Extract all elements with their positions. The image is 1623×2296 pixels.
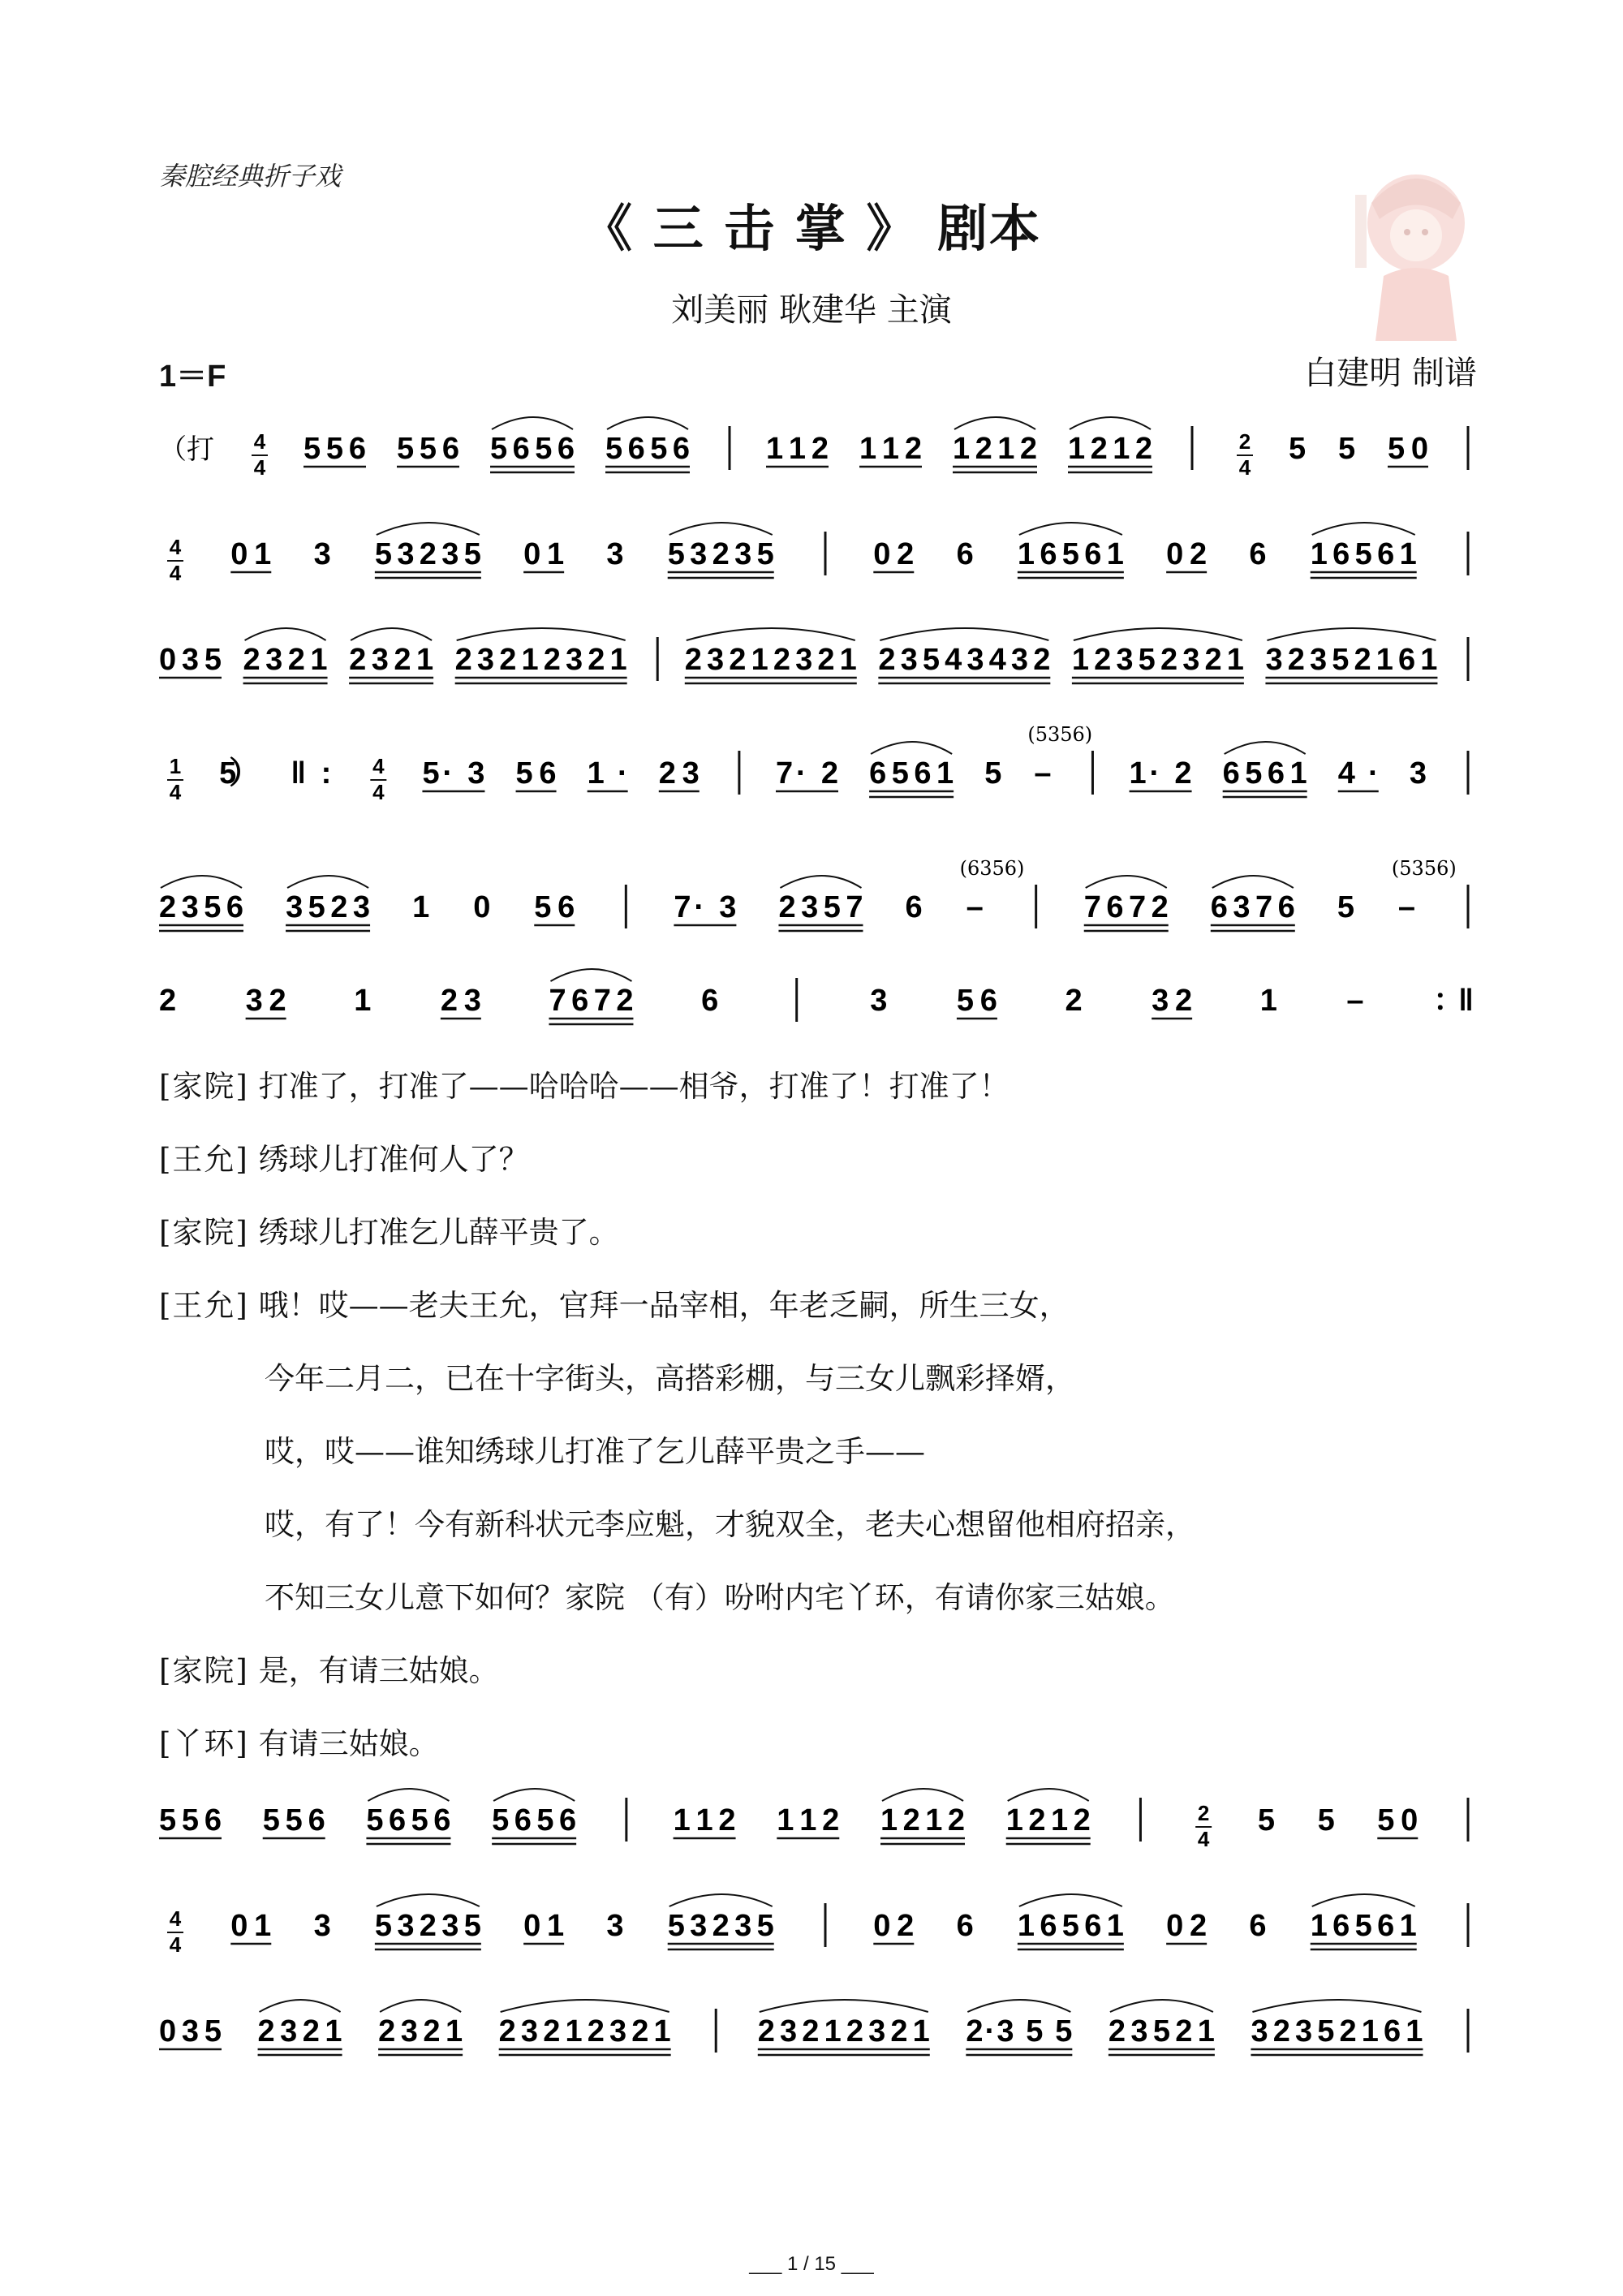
slur <box>1312 523 1415 535</box>
note-group: 5 6 5 6 <box>366 1803 451 1837</box>
note-group: 5 3 2 3 5 <box>667 537 774 571</box>
note-group: 1 6 5 6 1 <box>1310 537 1417 571</box>
note-group: 5 <box>984 756 1002 790</box>
slur <box>287 876 368 888</box>
dialogue-line <box>159 1135 1539 1178</box>
time-signature-bottom: 4 <box>372 780 385 804</box>
line-text: 哦！哎——老夫王允，官拜一品宰相，年老乏嗣，所生三女， <box>258 1288 1070 1323</box>
note-group: 3 <box>606 1909 624 1943</box>
note-group: 2 3 5 6 <box>159 890 243 924</box>
note-group: 1 1 2 <box>766 432 829 466</box>
note-group: 1 2 1 2 <box>1005 1803 1091 1837</box>
slur <box>882 1789 963 1801</box>
note-group: – <box>966 890 984 924</box>
time-signature-top: 4 <box>372 754 385 778</box>
note-group: 1 6 5 6 1 <box>1310 1909 1417 1943</box>
note-group: 2 3 <box>440 984 481 1018</box>
line-text: 绣球儿打准何人了？ <box>258 1142 529 1177</box>
note-group: 1 2 1 2 <box>1068 432 1152 466</box>
arranger-credit: 白建明 制谱 <box>1304 355 1477 392</box>
line-text: 有请三姑娘。 <box>258 1726 439 1761</box>
note-group: 3 <box>606 537 624 571</box>
note-group: 5 <box>1257 1803 1275 1837</box>
note-group: 2 3 2 1 <box>378 2014 463 2048</box>
note-group: 1 <box>1259 984 1277 1018</box>
note-group: 1 2 1 2 <box>953 432 1037 466</box>
note-group: ‖: <box>291 756 332 790</box>
series-label: 秦腔经典折子戏 <box>159 161 342 192</box>
slur <box>607 417 688 429</box>
note-group: 0 3 5 <box>159 2014 222 2048</box>
note-group: 5 6 5 6 <box>490 432 575 466</box>
note-group: 1 1 2 <box>777 1803 840 1837</box>
note-group: 0 2 <box>873 537 915 571</box>
slur <box>457 628 626 640</box>
note-group: 1 1 2 <box>859 432 922 466</box>
note-group: 3 <box>313 1909 331 1943</box>
slur <box>760 2000 928 2012</box>
note-group: 5 0 <box>1388 432 1428 466</box>
note-group: 0 <box>473 890 491 924</box>
note-group: 5 5 6 <box>304 432 366 466</box>
time-signature-top: 4 <box>253 429 266 454</box>
page-title: 《 三 击 掌 》 剧本 <box>582 199 1041 258</box>
note-group: 2 3 5 7 <box>778 890 863 924</box>
note-group: 3 5 2 3 <box>286 890 371 924</box>
note-group: – <box>1397 890 1416 924</box>
note-group: 2 3 2 1 <box>243 643 328 677</box>
slur <box>501 2000 669 2012</box>
line-text: 哎，有了！今有新科状元李应魁，才貌双全，老夫心想留他相府招亲， <box>265 1507 1195 1542</box>
note-group: 3 <box>313 537 331 571</box>
note-group: 5 6 <box>956 984 997 1018</box>
note-group: 3 2 <box>245 984 286 1018</box>
note-group: 1 2 3 5 2 3 2 1 <box>1071 643 1244 677</box>
note-group: 0 3 5 <box>159 643 222 677</box>
note-group: 0 1 <box>230 1909 272 1943</box>
slur <box>550 969 631 981</box>
note-group: 1 <box>354 984 372 1018</box>
time-signature-bottom: 4 <box>253 455 266 480</box>
note-group: 2 <box>159 984 177 1018</box>
note-group: 3 2 3 5 2 1 6 1 <box>1265 643 1438 677</box>
note-group: 0 1 <box>523 537 565 571</box>
note-group: 5 6 5 6 <box>605 432 690 466</box>
line-text: 打准了，打准了——哈哈哈——相爷，打准了！打准了！ <box>258 1069 1010 1104</box>
speaker-tag: [家院] <box>159 1215 249 1250</box>
note-group: 0 2 <box>873 1909 915 1943</box>
slur <box>377 523 480 535</box>
line-text: 绣球儿打准乞儿薛平贵了。 <box>258 1215 619 1250</box>
note-group: 6 <box>1249 1909 1267 1943</box>
speaker-tag: [家院] <box>159 1069 249 1104</box>
line-text: 不知三女儿意下如何？家院 （有）吩咐内宅丫环，有请你家三姑娘。 <box>265 1580 1175 1615</box>
note-group: 5 3 2 3 5 <box>374 537 481 571</box>
note-group: 5 3 2 3 5 <box>374 1909 481 1943</box>
note-group: 6 <box>956 1909 974 1943</box>
note-group: 1· <box>587 756 628 790</box>
slur <box>1074 628 1242 640</box>
note-group: 6 5 6 1 <box>869 756 954 790</box>
note-group: 3 2 3 5 2 1 6 1 <box>1251 2014 1423 2048</box>
key-signature: 1＝F <box>159 360 226 394</box>
note-group: 2 3 5 4 3 4 3 2 <box>878 643 1051 677</box>
note-group: 1 <box>412 890 430 924</box>
note-group: 5 6 5 6 <box>492 1803 577 1837</box>
slur <box>161 876 242 888</box>
slur <box>1019 1894 1122 1906</box>
dialogue-continuation <box>265 1354 1623 1398</box>
time-signature-bottom: 4 <box>169 1932 182 1957</box>
speaker-tag: [家院] <box>159 1653 249 1688</box>
note-group: 2 3 <box>658 756 700 790</box>
time-signature-top: 2 <box>1238 429 1251 454</box>
note-group: 3 <box>870 984 888 1018</box>
slur <box>669 1894 773 1906</box>
slur <box>954 417 1035 429</box>
dialogue-continuation <box>265 1573 1623 1617</box>
slur <box>780 876 861 888</box>
dialogue-line <box>159 1281 1539 1325</box>
note-group: 2 <box>1065 984 1083 1018</box>
note-group: 5 <box>1338 432 1356 466</box>
note-group: 6 <box>905 890 923 924</box>
note-group: 3 <box>1409 756 1427 790</box>
note-group: 3 2 <box>1152 984 1193 1018</box>
time-signature-bottom: 4 <box>1238 455 1251 480</box>
note-group: 0 1 <box>523 1909 565 1943</box>
note-group: 2 3 2 1 <box>257 2014 342 2048</box>
note-group: 6 3 7 6 <box>1210 890 1295 924</box>
time-signature-bottom: 4 <box>1197 1827 1210 1851</box>
dialogue-line <box>159 1646 1539 1690</box>
note-group: 7· 3 <box>674 890 737 924</box>
note-group: 6 <box>701 984 719 1018</box>
note-group: 1 6 5 6 1 <box>1017 1909 1124 1943</box>
note-group: 5 5 6 <box>159 1803 222 1837</box>
slur <box>1312 1894 1415 1906</box>
note-group: 5 6 <box>515 756 557 790</box>
dialogue-line <box>159 1062 1539 1105</box>
time-signature-top: 4 <box>169 1906 182 1931</box>
note-group: 1 2 1 2 <box>880 1803 965 1837</box>
speaker-tag: [丫环] <box>159 1726 249 1761</box>
dialogue-line <box>159 1208 1539 1251</box>
note-group: 2·3 5 5 <box>966 2014 1073 2048</box>
slur <box>880 628 1048 640</box>
grace-notes: (5356) <box>1027 723 1093 746</box>
line-text: 哎，哎——谁知绣球儿打准了乞儿薛平贵之手—— <box>265 1434 925 1469</box>
note-group: 2 3 2 1 2 3 2 1 <box>454 643 627 677</box>
slur <box>493 1789 575 1801</box>
slur <box>871 742 952 754</box>
speaker-tag: [王允] <box>159 1288 249 1323</box>
note-group: 6 <box>956 537 974 571</box>
slur <box>351 628 432 640</box>
note-group: 7 6 7 2 <box>1083 890 1169 924</box>
slur <box>380 2000 461 2012</box>
slur <box>1019 523 1122 535</box>
note-group: 5 5 6 <box>397 432 459 466</box>
slur <box>687 628 855 640</box>
note-group: 2 3 2 1 2 3 2 1 <box>684 643 857 677</box>
note-group: 5 5 6 <box>262 1803 325 1837</box>
note-group: 5 <box>1317 1803 1335 1837</box>
slur <box>245 628 326 640</box>
slur <box>1212 876 1294 888</box>
note-group: 1 6 5 6 1 <box>1017 537 1124 571</box>
speaker-tag: [王允] <box>159 1142 249 1177</box>
note-group: 2 3 2 1 <box>349 643 434 677</box>
note-group: 6 <box>1249 537 1267 571</box>
slur <box>377 1894 480 1906</box>
note-group: 5· 3 <box>422 756 485 790</box>
slur <box>967 2000 1070 2012</box>
performers-line: 刘美丽 耿建华 主演 <box>671 291 952 329</box>
page-number: ___ 1 / 15 ___ <box>749 2253 874 2275</box>
note-group: 2 3 2 1 2 3 2 1 <box>498 2014 671 2048</box>
note-group: 2 3 5 2 1 <box>1108 2014 1215 2048</box>
note-group: 7 6 7 2 <box>549 984 634 1018</box>
line-text: 今年二月二，已在十字街头，高搭彩棚，与三女儿飘彩择婿， <box>265 1361 1075 1396</box>
slur <box>1086 876 1167 888</box>
grace-notes: (6356) <box>959 857 1025 880</box>
note-group: 1 1 2 <box>673 1803 736 1837</box>
note-group: 5 3 2 3 5 <box>667 1909 774 1943</box>
note-group: 5 <box>1337 890 1355 924</box>
note-group: 5） <box>219 756 260 790</box>
slur <box>1070 417 1151 429</box>
note-group: 5 0 <box>1377 1803 1419 1837</box>
line-text: 是，有请三姑娘。 <box>258 1653 499 1688</box>
slur <box>1252 2000 1421 2012</box>
time-signature-top: 2 <box>1197 1801 1210 1825</box>
dialogue-continuation <box>265 1500 1623 1544</box>
note-group: 7· 2 <box>776 756 838 790</box>
note-group: 5 <box>1289 432 1307 466</box>
note-group: – <box>1034 756 1052 790</box>
note-group: ：‖ <box>1433 984 1474 1018</box>
note-group: 4· <box>1337 756 1379 790</box>
note-group: 1· 2 <box>1129 756 1192 790</box>
note-group: 6 5 6 1 <box>1222 756 1307 790</box>
slur <box>1225 742 1306 754</box>
time-signature-top: 4 <box>169 535 182 559</box>
time-signature-bottom: 4 <box>169 780 182 804</box>
slur <box>260 2000 341 2012</box>
slur <box>1008 1789 1089 1801</box>
slur <box>1110 2000 1213 2012</box>
slur <box>1267 628 1436 640</box>
note-group: – <box>1346 984 1364 1018</box>
time-signature-bottom: 4 <box>169 561 182 585</box>
notation-cue: （打 <box>159 433 214 466</box>
dialogue-continuation <box>265 1427 1623 1471</box>
slur <box>368 1789 449 1801</box>
note-group: 0 2 <box>1166 1909 1208 1943</box>
note-group: 0 1 <box>230 537 272 571</box>
dialogue-line <box>159 1719 1539 1763</box>
grace-notes: (5356) <box>1391 857 1457 880</box>
time-signature-top: 1 <box>169 754 182 778</box>
note-group: 5 6 <box>534 890 575 924</box>
slur <box>492 417 573 429</box>
note-group: 0 2 <box>1166 537 1208 571</box>
note-group: 2 3 2 1 2 3 2 1 <box>757 2014 930 2048</box>
slur <box>669 523 773 535</box>
